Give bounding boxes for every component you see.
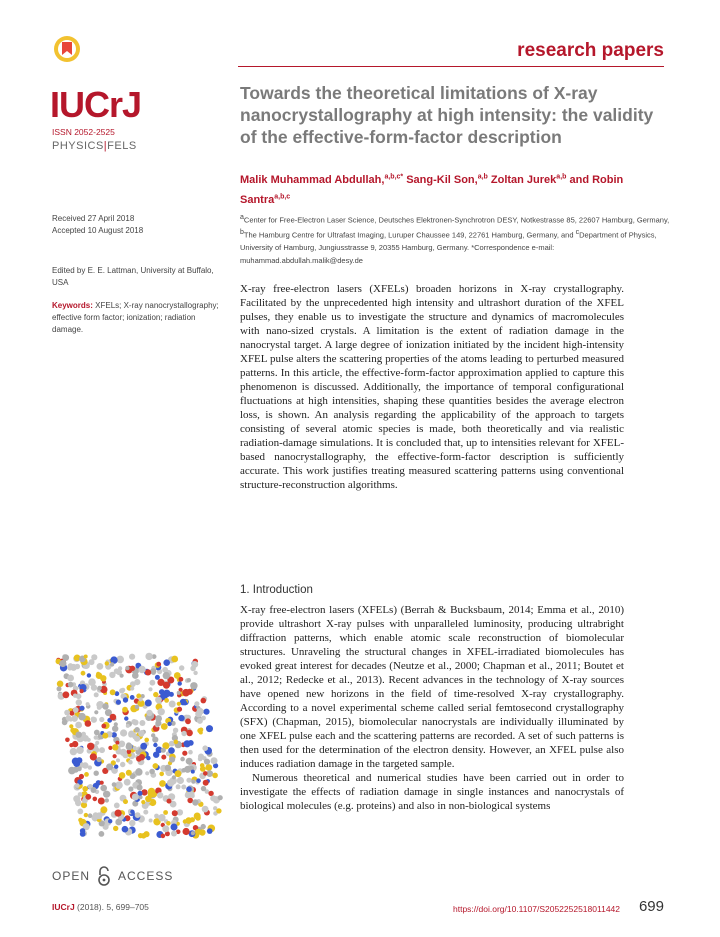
atom [124, 779, 131, 786]
atom [126, 743, 133, 750]
atom [91, 717, 97, 723]
atom [112, 782, 117, 787]
atom [131, 719, 137, 725]
atom [155, 720, 161, 726]
atom [73, 694, 77, 698]
atom [135, 705, 140, 710]
atom [202, 745, 208, 751]
atom [63, 691, 70, 698]
atom [187, 689, 193, 695]
atom [84, 813, 88, 817]
atom [121, 688, 126, 693]
atom [190, 817, 195, 822]
atom [122, 707, 128, 713]
atom [102, 703, 108, 709]
atom [72, 741, 78, 747]
atom [116, 700, 121, 705]
keywords-label: Keywords: [52, 301, 93, 310]
atom [183, 828, 190, 835]
atom [76, 746, 84, 754]
atom [163, 810, 168, 815]
atom [135, 812, 141, 818]
atom [71, 715, 78, 722]
atom [100, 781, 104, 785]
atom [97, 705, 102, 710]
atom [176, 784, 181, 789]
atom [118, 741, 125, 748]
atom [80, 689, 84, 693]
atom [198, 754, 204, 760]
page-footer [52, 898, 664, 922]
atom [89, 659, 95, 665]
atom [191, 779, 195, 783]
journal-sub-fels: FELS [107, 140, 137, 152]
atom [88, 678, 96, 686]
journal-sub-physics: PHYSICS [52, 140, 104, 152]
atom [137, 785, 143, 791]
footer-citation: (2018). 5, 699–705 [74, 902, 149, 912]
atom [186, 778, 191, 783]
atom [98, 798, 105, 805]
atom [177, 777, 184, 784]
atom [191, 831, 195, 835]
atom [187, 798, 193, 804]
nanocrystal-molecule-image [50, 650, 228, 842]
atom [118, 666, 122, 670]
atom [68, 663, 74, 669]
atom [124, 716, 128, 720]
atom [161, 748, 166, 753]
atom [203, 771, 208, 776]
atom [201, 824, 206, 829]
atom [180, 757, 185, 762]
atom [141, 833, 147, 839]
atom [179, 665, 184, 670]
atom [166, 821, 171, 826]
atom [155, 675, 160, 680]
author-4[interactable]: and Robin Santra$^{a,b,c}$ [240, 173, 624, 207]
atom [141, 800, 145, 804]
atom [108, 819, 112, 823]
atom [78, 792, 83, 797]
atom [75, 722, 82, 729]
atom [199, 829, 205, 835]
atom [84, 772, 89, 777]
atom [191, 770, 195, 774]
atom [190, 682, 197, 689]
atom [218, 795, 223, 800]
intro-paragraph-1: X-ray free-electron lasers (XFELs) (Berrah & Bucksbaum, 2014; Emma et al., 2010) provide ultrashort X-ray pulses with unparalleled luminosity, producing ultrabright diffraction patterns, which enable atomic scale reconstruction of biomolecular structures. Unraveling the structural changes in XFEL-irradiated biomolecules has evoked great interest for decades (Neutze et al., 2000; Chapman et al., 2011; Boutet et al., 2012; Redecke et al., 2013). Recent advances in the technology of X-ray sources have opened new horizons in the field of time-resolved X-ray crystallography. According to a novel experimental scheme called serial femtosecond crystallography (SFX) (Chapman, 2015), biomolecular nanocrystals are individually illuminated by one XFEL pulse each and the scattering patterns are recorded. A set of such patterns is then used for the determination of the electron density. However, an XFEL pulse also induces radiation damage in the targeted sample. [240, 604, 624, 770]
atom [99, 747, 105, 753]
atom [172, 810, 178, 816]
atom [94, 771, 99, 776]
atom [139, 754, 145, 760]
atom [153, 743, 157, 747]
atom [114, 803, 120, 809]
keywords [52, 300, 222, 336]
atom [143, 810, 148, 815]
section-tag: research papers [517, 40, 664, 61]
atom [169, 692, 174, 697]
introduction-body [240, 603, 624, 813]
atom [115, 741, 119, 745]
atom [173, 728, 178, 733]
atom [159, 689, 165, 695]
atom [75, 800, 81, 806]
atom [87, 743, 94, 750]
atom [139, 697, 143, 701]
open-access-left: OPEN [52, 869, 91, 883]
atom [105, 798, 109, 802]
atom [161, 723, 168, 730]
atom [57, 686, 62, 691]
atom [103, 791, 110, 798]
journal-sub-separator: | [103, 140, 108, 152]
open-lock-icon [96, 866, 112, 886]
atom [112, 744, 118, 750]
atom [185, 718, 191, 724]
atom [148, 687, 152, 691]
atom [191, 661, 198, 668]
atom [113, 826, 118, 831]
atom [178, 715, 184, 721]
atom [216, 808, 221, 813]
atom [123, 799, 128, 804]
atom [199, 728, 203, 732]
atom [189, 791, 194, 796]
atom [132, 672, 139, 679]
atom [96, 812, 103, 819]
atom [145, 669, 151, 675]
atom [139, 720, 145, 726]
keywords-text: XFELs; X-ray nanocrystallography; effective form factor; ionization; radiation damage. [52, 301, 219, 334]
atom [182, 751, 187, 756]
atom [115, 810, 122, 817]
atom [154, 814, 159, 819]
atom [200, 766, 206, 772]
atom [161, 755, 166, 760]
atom [207, 828, 213, 834]
article-title: Towards the theoretical limitations of X-ray nanocrystallography at high intensity: the validity of the effective-form-factor description [240, 83, 654, 147]
atom [197, 718, 203, 724]
atom [150, 680, 156, 686]
atom [100, 785, 107, 792]
received-date: Received 27 April 2018 [52, 214, 135, 223]
atom [201, 698, 207, 704]
header-rule [238, 66, 664, 67]
atom [177, 702, 181, 706]
atom [177, 691, 181, 695]
atom [85, 720, 92, 727]
atom [67, 675, 74, 682]
atom [188, 740, 194, 746]
atom [128, 786, 133, 791]
atom [152, 737, 158, 743]
atom [181, 785, 186, 790]
atom [177, 707, 182, 712]
atom [112, 726, 118, 732]
atom [110, 714, 117, 721]
atom [146, 710, 152, 716]
atom [186, 786, 192, 792]
atom [171, 656, 178, 663]
atom [86, 702, 90, 706]
atom [100, 675, 106, 681]
atom [114, 722, 118, 726]
atom [82, 786, 88, 792]
atom [194, 701, 199, 706]
author-3[interactable]: Zoltan Jurek$^{a,b}$ [487, 173, 567, 186]
atom [84, 655, 88, 659]
atom [171, 831, 177, 837]
atom [159, 772, 164, 777]
issn: ISSN 2052-2525 [52, 127, 115, 137]
atom [82, 735, 89, 742]
atom [130, 666, 135, 671]
journal-subtitle [52, 140, 137, 152]
atom [102, 733, 108, 739]
atom [88, 813, 93, 818]
atom [120, 674, 124, 678]
atom [65, 738, 70, 743]
abstract: X-ray free-electron lasers (XFELs) broaden horizons in X-ray crystallography. Facilitated by the unprecedented high intensity and ultrashort duration of the XFEL pulses, they enable us to investigate the structure and dynamics of macromolecules with nano-sized crystals. A limitation is the extent of radiation damage in the nanocrystal target. A large degree of ionization initiated by the incident high-intensity XFEL pulse alters the scattering properties of the atoms leading to perturbed measured patterns. In this article, the effective-form-factor approximation applied to capture this phenomenon is discussed. Additionally, the importance of temporal configurational fluctuations at high intensities, shaping these quantities besides the average electron loss, is shown. An analysis regarding the applicability of the approach to targets consisting of several atomic species is made, both theoretically and via realistic radiation-damage simulations. It is concluded that, up to intensities relevant for XFEL-based nanocrystallography, the effective-form-factor description is sufficiently accurate. This work justifies treating measured scattering patterns using conventional structure-reconstruction algorithms. [240, 283, 624, 491]
atom [203, 780, 209, 786]
journal-logo[interactable]: IUCrJ [50, 84, 142, 125]
atom [145, 653, 152, 660]
author-2[interactable]: Sang-Kil Son,$^{a,b}$ [403, 173, 488, 186]
atom [186, 730, 193, 737]
atom [138, 666, 145, 673]
atom [76, 732, 82, 738]
atom [134, 736, 140, 742]
atom [126, 724, 130, 728]
atom [174, 740, 179, 745]
edited-by: Edited by E. E. Lattman, University at Buffalo, USA [52, 266, 214, 287]
intro-paragraph-2: Numerous theoretical and numerical studies have been carried out in order to investigate the effects of radiation damage in single instances and nanocrystals of biological molecules (e.g. proteins) and also in non-biological systems [240, 772, 624, 812]
atom [94, 730, 100, 736]
affiliations: $^a$Center for Free-Electron Laser Science, Deutsches Elektronen-Synchrotron DESY, Notkestrasse 85, 22607 Hamburg, Germany, $^b$The Hamburg Centre for Ultrafast Imaging, Luruper Chaussee 149, 22761 Hamburg, Germany, and $^c$Department of Physics, University of Hamburg, Jungiusstrasse 9, 20355 Hamburg, Germany. *Correspondence e-mail: muhammad.abdullah.malik@desy.de [240, 214, 670, 265]
atom [140, 730, 145, 735]
atom [205, 764, 212, 771]
atom [144, 738, 149, 743]
atom [206, 725, 213, 732]
atom [158, 814, 165, 821]
atom [133, 746, 137, 750]
atom [97, 686, 102, 691]
atom [90, 753, 97, 760]
atom [138, 791, 143, 796]
atom [155, 697, 162, 704]
atom [153, 763, 159, 769]
atom [163, 672, 170, 679]
atom [91, 787, 97, 793]
atom [57, 681, 64, 688]
atom [204, 759, 210, 765]
atom [132, 794, 139, 801]
atom [135, 768, 142, 775]
atom [187, 678, 191, 682]
atom [188, 750, 193, 755]
atom [145, 796, 152, 803]
atom [130, 695, 135, 700]
atom [201, 786, 206, 791]
atom [93, 797, 98, 802]
atom [193, 671, 197, 675]
atom [94, 735, 98, 739]
atom [153, 752, 159, 758]
atom [66, 715, 72, 721]
atom [114, 765, 118, 769]
atom [157, 792, 163, 798]
atom [120, 729, 127, 736]
atom [130, 686, 134, 690]
open-access-right: ACCESS [118, 869, 174, 883]
atom [62, 654, 69, 661]
atom [123, 697, 128, 702]
atom [158, 708, 165, 715]
atom [106, 763, 113, 770]
atom [94, 692, 99, 697]
atom [96, 672, 100, 676]
atom [165, 765, 171, 771]
atom [81, 671, 86, 676]
accepted-date: Accepted 10 August 2018 [52, 226, 144, 235]
section-heading-introduction: 1. Introduction [240, 584, 313, 596]
atom [153, 692, 158, 697]
atom [178, 681, 182, 685]
atom [149, 769, 155, 775]
atom [97, 757, 102, 762]
atom [73, 707, 79, 713]
atom [186, 758, 193, 765]
atom [110, 662, 114, 666]
atom [105, 661, 109, 665]
atom [202, 806, 209, 813]
author-list [240, 168, 640, 209]
atom [99, 717, 104, 722]
atom [130, 810, 134, 814]
footer-doi-link[interactable]: https://doi.org/10.1107/S2052252518011442 [453, 904, 620, 914]
atom [159, 780, 166, 787]
atom [195, 710, 202, 717]
atom [85, 794, 91, 800]
atom [78, 818, 83, 823]
atom [164, 698, 169, 703]
atom [162, 825, 169, 832]
atom [149, 819, 153, 823]
atom [68, 682, 74, 688]
atom [76, 757, 82, 763]
atom [125, 666, 129, 670]
atom [145, 700, 152, 707]
atom [129, 820, 135, 826]
atom [163, 682, 170, 689]
atom [192, 799, 198, 805]
atom [82, 762, 88, 768]
atom [211, 757, 218, 764]
page-number: 699 [638, 898, 664, 915]
atom [79, 706, 84, 711]
atom [195, 815, 201, 821]
open-access-badge[interactable] [52, 866, 173, 886]
atom [167, 779, 174, 786]
crossmark-icon[interactable] [52, 34, 82, 64]
atom [212, 773, 218, 779]
atom [128, 731, 135, 738]
atom [169, 756, 175, 762]
atom [113, 754, 117, 758]
atom [203, 709, 209, 715]
atom [101, 724, 106, 729]
atom [75, 783, 80, 788]
atom [75, 664, 81, 670]
atom [76, 699, 82, 705]
atom [110, 689, 116, 695]
atom [120, 762, 125, 767]
atom [78, 713, 86, 721]
atom [181, 731, 186, 736]
atom [140, 743, 147, 750]
atom [179, 677, 184, 682]
atom [129, 654, 135, 660]
atom [163, 659, 170, 666]
atom [171, 824, 178, 831]
atom [77, 809, 83, 815]
atom [128, 760, 133, 765]
atom [70, 748, 77, 755]
atom [122, 826, 129, 833]
atom [119, 772, 126, 779]
atom [69, 724, 73, 728]
atom [196, 778, 201, 783]
atom [87, 673, 91, 677]
atom [94, 710, 98, 714]
atom [161, 834, 166, 839]
atom [210, 795, 216, 801]
footer-journal: IUCrJ [52, 902, 75, 912]
atom [120, 749, 127, 756]
atom [169, 701, 176, 708]
atom [168, 747, 175, 754]
atom [77, 766, 82, 771]
atom [126, 770, 132, 776]
atom [64, 710, 70, 716]
atom [156, 662, 161, 667]
atom [175, 770, 182, 777]
atom [100, 806, 107, 813]
atom [99, 831, 105, 837]
atom [97, 663, 104, 670]
atom [108, 746, 112, 750]
author-1[interactable]: Malik Muhammad Abdullah,$^{a,b,c*}$ [240, 173, 404, 186]
atom [167, 799, 172, 804]
atom [145, 771, 149, 775]
atom [134, 679, 140, 685]
atom [80, 828, 85, 833]
atom [116, 758, 120, 762]
atom [167, 722, 171, 726]
